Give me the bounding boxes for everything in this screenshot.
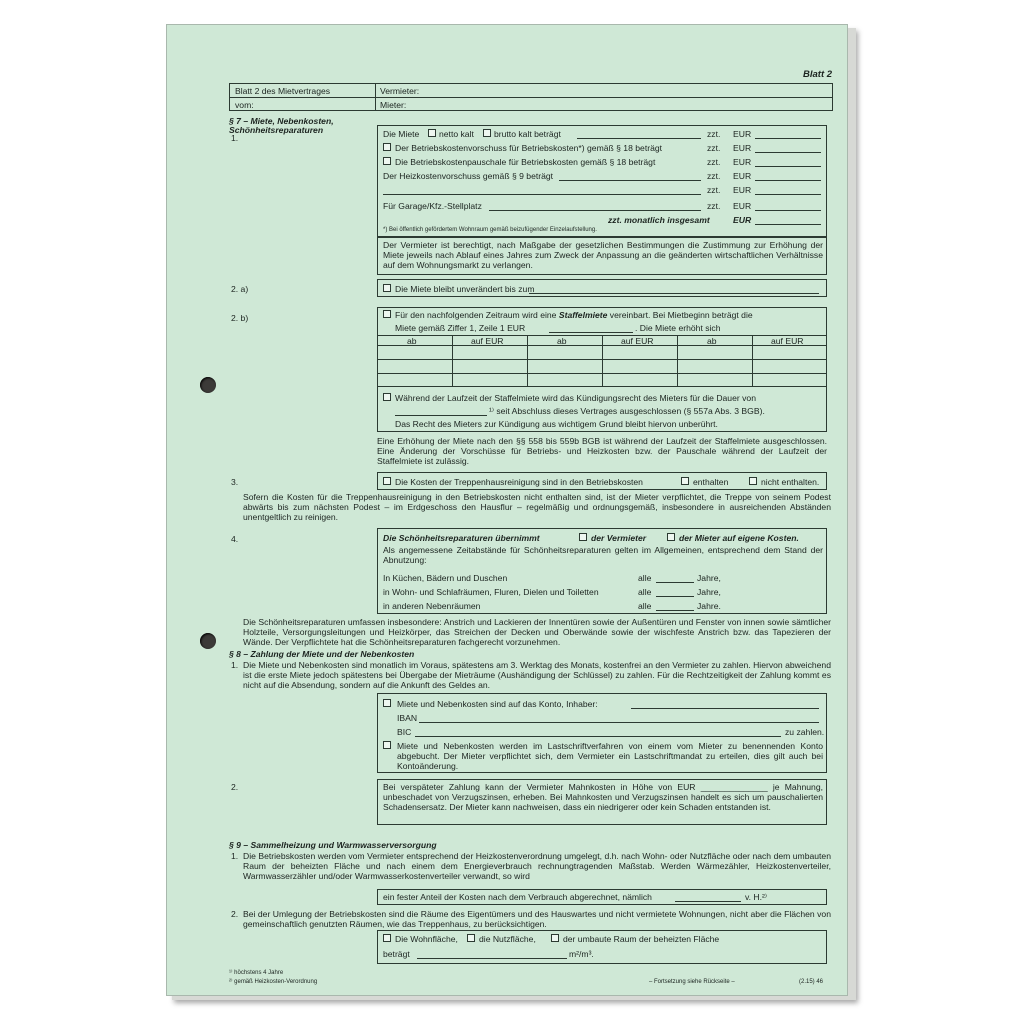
jahre-label: Jahre. <box>697 601 721 611</box>
betraegt-label: beträgt <box>383 949 410 959</box>
s7-num-4: 4. <box>231 534 239 544</box>
der-mieter-label: der Mieter auf eigene Kosten. <box>679 533 799 543</box>
zzt-label: zzt. <box>707 201 721 211</box>
konto-label: Miete und Nebenkosten sind auf das Konto, Inhaber: <box>397 699 598 709</box>
bk-vorschuss-field[interactable] <box>755 152 821 153</box>
flaeche-field[interactable] <box>417 958 567 959</box>
staffel-col-eur: auf EUR <box>471 336 504 346</box>
contract-sheet <box>166 24 848 996</box>
vermieter-checkbox[interactable] <box>579 533 587 541</box>
neben-years-field[interactable] <box>656 610 694 611</box>
eur-label: EUR <box>733 143 752 153</box>
punch-hole <box>200 633 216 649</box>
s7-num-2b: 2. b) <box>231 313 249 323</box>
blatt-label: Blatt 2 des Mietvertrages <box>235 86 331 96</box>
brutto-kalt-checkbox[interactable] <box>483 129 491 137</box>
umfassen-text: Die Schönheitsreparaturen umfassen insbesondere: Anstrich und Lackieren der Innentüren sowie der Außentüren und Fenster von innen sowie sämtlicher Holzteile, Versorgungsleitungen und Heizkörper, das Streichen der Decken und Oberwände sowie der wischfeste Anstrich bzw. das Tapezieren der Wände. Der Verpflichtete hat die Schönheitsreparaturen fachgerecht vorzunehmen. <box>243 617 831 647</box>
brutto-kalt-label: brutto kalt beträgt <box>494 129 561 139</box>
mieter-label: Mieter: <box>380 100 407 110</box>
s8-text-1: Die Miete und Nebenkosten sind monatlich im Voraus, spätestens am 3. Werktag des Monats, kostenfrei an den Vermieter zu zahlen. Hiervon abweichend ist die erste Miete jedoch spätestens bei Übergabe der Mieträume (Aushändigung der Schlüssel) zu zahlen. Für die Rechtzeitigkeit der Zahlung kommt es nicht auf die Absendung, sondern auf die Ankunft des Geldes an. <box>243 660 831 690</box>
s9-num-2: 2. <box>231 909 239 919</box>
einheit-label: m²/m³. <box>569 949 594 959</box>
eur-label: EUR <box>733 201 752 211</box>
garage-field[interactable] <box>755 210 821 211</box>
kuendigung-line2: ¹⁾ seit Abschluss dieses Vertrages ausgeschlossen (§ 557a Abs. 3 BGB). <box>489 406 765 416</box>
zzt-label: zzt. <box>707 129 721 139</box>
rent-amount-field[interactable] <box>755 138 821 139</box>
zzt-label: zzt. <box>707 157 721 167</box>
treppen-checkbox[interactable] <box>383 477 391 485</box>
staffel-col-ab: ab <box>407 336 417 346</box>
anteil-field[interactable] <box>675 901 741 902</box>
wohnflaeche-checkbox[interactable] <box>383 934 391 942</box>
total-eur-label: EUR <box>733 215 752 225</box>
vermieter-label: Vermieter: <box>380 86 420 96</box>
alle-label: alle <box>638 587 652 597</box>
staffel-col-eur: auf EUR <box>621 336 654 346</box>
nutzflaeche-checkbox[interactable] <box>467 934 475 942</box>
section-7-title: § 7 – Miete, Nebenkosten, Schönheitsreparaturen <box>229 116 334 135</box>
umbaute-label: der umbaute Raum der beheizten Fläche <box>563 934 720 944</box>
s9-num-1: 1. <box>231 851 239 861</box>
rent-box <box>377 125 827 237</box>
staffel-text-2: vereinbart. Bei Mietbeginn beträgt die <box>607 310 753 320</box>
s7-num-1: 1. <box>231 133 239 143</box>
mahnkosten-text: Bei verspäteter Zahlung kann der Vermieter Mahnkosten in Höhe von EUR ______________ je Mahnung, unbeschadet von Verzugszinsen, erheben. Bei Mahnkosten und Verzugszinsen handelt es sich um pauschalierten Schadensersatz. Der Mieter kann nachweisen, dass ein niedrigerer oder kein Schaden entstanden ist. <box>383 782 823 812</box>
rent-row-label: Die Betriebskostenpauschale für Betriebskosten gemäß § 18 beträgt <box>395 157 656 167</box>
staffel-bold: Staffelmiete <box>558 310 608 320</box>
footnote-2: ²⁾ gemäß Heizkosten-Verordnung <box>229 979 318 985</box>
total-label: zzt. monatlich insgesamt <box>608 215 710 225</box>
kuendigung-line1: Während der Laufzeit der Staffelmiete wird das Kündigungsrecht des Mieters für die Dauer von <box>395 393 756 403</box>
eur-label: EUR <box>733 171 752 181</box>
vermieter-text: Der Vermieter ist berechtigt, nach Maßgabe der gesetzlichen Bestimmungen die Zustimmung zur Erhöhung der Miete jeweils nach Ablauf eines Jahres zum Zweck der Anpassung an die geänderten wirtschaftlichen Verhältnisse auf dem Wohnungsmarkt zu verlangen. <box>383 240 823 270</box>
heizkosten-field[interactable] <box>755 180 821 181</box>
section-8-title: § 8 – Zahlung der Miete und der Nebenkosten <box>229 649 415 659</box>
rent-row-label: Die Miete <box>383 129 420 139</box>
staffel-checkbox[interactable] <box>383 310 391 318</box>
zzt-label: zzt. <box>707 143 721 153</box>
zu-zahlen-label: zu zahlen. <box>785 727 825 737</box>
iban-field[interactable] <box>419 722 819 723</box>
unveraendert-date-field[interactable] <box>529 293 819 294</box>
zeitabstaende-text: Als angemessene Zeitabstände für Schönheitsreparaturen gelten im Allgemeinen, entsprechend dem Stand der Abnutzung: <box>383 545 823 565</box>
bk-pauschale-checkbox[interactable] <box>383 157 391 165</box>
rent-row-label: Der Heizkostenvorschuss gemäß § 9 beträgt <box>383 171 554 181</box>
eur-label: EUR <box>733 129 752 139</box>
wohn-years-field[interactable] <box>656 596 694 597</box>
vom-label: vom: <box>235 100 254 110</box>
alle-label: alle <box>638 601 652 611</box>
staffel-col-ab: ab <box>557 336 567 346</box>
rent-row-label: Der Betriebskostenvorschuss für Betriebskosten*) gemäß § 18 beträgt <box>395 143 663 153</box>
extra-amount-field[interactable] <box>755 194 821 195</box>
s8-num-1: 1. <box>231 660 239 670</box>
jahre-label: Jahre, <box>697 573 721 583</box>
treppen-text: Sofern die Kosten für die Treppenhausreinigung in den Betriebskosten nicht enthalten sind, ist der Mieter verpflichtet, die Treppe von seinem Podest abwärts bis zum nächsten Podest – im Erdgeschoss den Hausflur – regelmäßig und ordnungsgemäß, insbesondere in ausreichenden Abständen unentgeltlich zu reinigen. <box>243 492 831 522</box>
staffel-line2-post: . Die Miete erhöht sich <box>635 323 721 333</box>
inhaber-field[interactable] <box>631 708 819 709</box>
umbaute-checkbox[interactable] <box>551 934 559 942</box>
s9-text-2: Bei der Umlegung der Betriebskosten sind die Räume des Eigentümers und des Hauswartes und nicht vermietete Wohnungen, nicht aber die Flächen von gemeinschaftlich genutzten Räumen, wie das Treppenhaus, zu berücksichtigen. <box>243 909 831 929</box>
room-label: in Wohn- und Schlafräumen, Fluren, Dielen und Toiletten <box>383 587 599 597</box>
zzt-label: zzt. <box>707 171 721 181</box>
alle-label: alle <box>638 573 652 583</box>
total-field[interactable] <box>755 224 821 225</box>
s9-text-1: Die Betriebskosten werden vom Vermieter entsprechend der Heizkostenverordnung umgelegt, d.h. nach Wohn- oder Nutzfläche oder nach dem umbauten Raum der beheizten Fläche und nach einem dem Energieverbrauch rechnungtragenden Maßstab. Werden Wärmezähler, Heizkostenverteiler, Warmwasserzähler und/oder Warmwasserkostenverteiler verwandt, so wird <box>243 851 831 881</box>
unveraendert-checkbox[interactable] <box>383 284 391 292</box>
staffel-line2: Miete gemäß Ziffer 1, Zeile 1 EUR <box>395 323 526 333</box>
anteil-unit: v. H.²⁾ <box>745 892 768 902</box>
zzt-label: zzt. <box>707 185 721 195</box>
bk-pauschale-field[interactable] <box>755 166 821 167</box>
room-label: In Küchen, Bädern und Duschen <box>383 573 508 583</box>
punch-hole <box>200 377 216 393</box>
mieter-checkbox[interactable] <box>667 533 675 541</box>
staffel-col-ab: ab <box>707 336 717 346</box>
enthalten-checkbox[interactable] <box>681 477 689 485</box>
footnote: *) Bei öffentlich gefördertem Wohnraum gemäß beizufügender Einzelaufstellung. <box>383 227 597 233</box>
footnote-1: ¹⁾ höchstens 4 Jahre <box>229 970 284 976</box>
nicht-enthalten-label: nicht enthalten. <box>761 477 820 487</box>
s7-num-2a: 2. a) <box>231 284 249 294</box>
eur-label: EUR <box>733 185 752 195</box>
iban-label: IBAN <box>397 713 418 723</box>
kuendigung-checkbox[interactable] <box>383 393 391 401</box>
s7-num-3: 3. <box>231 477 239 487</box>
fortsetzung-label: – Fortsetzung siehe Rückseite – <box>649 979 735 985</box>
netto-kalt-checkbox[interactable] <box>428 129 436 137</box>
erhoehung-text: Eine Erhöhung der Miete nach den §§ 558 bis 559b BGB ist während der Laufzeit der Staffelmiete ausgeschlossen. Eine Änderung der Vorschüsse für Betriebs- und Heizkosten bzw. der Pauschale während der Laufzeit der Staffelmiete ist zulässig. <box>377 436 827 466</box>
kueche-years-field[interactable] <box>656 582 694 583</box>
kuendigung-line3: Das Recht des Mieters zur Kündigung aus wichtigem Grund bleibt hiervon unberührt. <box>395 419 718 429</box>
sheet-label: Blatt 2 <box>803 69 833 80</box>
bk-vorschuss-checkbox[interactable] <box>383 143 391 151</box>
anteil-label: ein fester Anteil der Kosten nach dem Verbrauch abgerechnet, nämlich <box>383 892 652 902</box>
enthalten-label: enthalten <box>693 477 729 487</box>
konto-checkbox[interactable] <box>383 699 391 707</box>
netto-kalt-label: netto kalt <box>439 129 474 139</box>
wohnflaeche-label: Die Wohnfläche, <box>395 934 458 944</box>
section-9-title: § 9 – Sammelheizung und Warmwasserversorgung <box>229 840 437 850</box>
staffel-text: Für den nachfolgenden Zeitraum wird eine <box>395 310 559 320</box>
bic-field[interactable] <box>415 736 781 737</box>
rent-row-label: Für Garage/Kfz.-Stellplatz <box>383 201 482 211</box>
nutzflaeche-label: die Nutzfläche, <box>479 934 536 944</box>
jahre-label: Jahre, <box>697 587 721 597</box>
schoenheit-title: Die Schönheitsreparaturen übernimmt <box>383 533 540 543</box>
lastschrift-checkbox[interactable] <box>383 741 391 749</box>
der-vermieter-label: der Vermieter <box>591 533 647 543</box>
kuendigung-duration-field[interactable] <box>395 415 487 416</box>
lastschrift-text: Miete und Nebenkosten werden im Lastschriftverfahren von einem vom Mieter zu benennenden Konto abgebucht. Der Mieter verpflichtet sich, dem Vermieter ein Lastschriftmandat zu erteilen, dies gilt auch bei Kontoänderung. <box>397 741 823 771</box>
treppen-label: Die Kosten der Treppenhausreinigung sind in den Betriebskosten <box>395 477 643 487</box>
staffel-start-field[interactable] <box>549 332 633 333</box>
unveraendert-label: Die Miete bleibt unverändert bis zum <box>395 284 535 294</box>
form-code: (2.15) 46 <box>799 979 824 985</box>
extra-cost-field[interactable] <box>383 194 701 195</box>
bic-label: BIC <box>397 727 412 737</box>
eur-label: EUR <box>733 157 752 167</box>
s8-num-2: 2. <box>231 782 239 792</box>
room-label: in anderen Nebenräumen <box>383 601 481 611</box>
nicht-enthalten-checkbox[interactable] <box>749 477 757 485</box>
staffel-col-eur: auf EUR <box>771 336 804 346</box>
